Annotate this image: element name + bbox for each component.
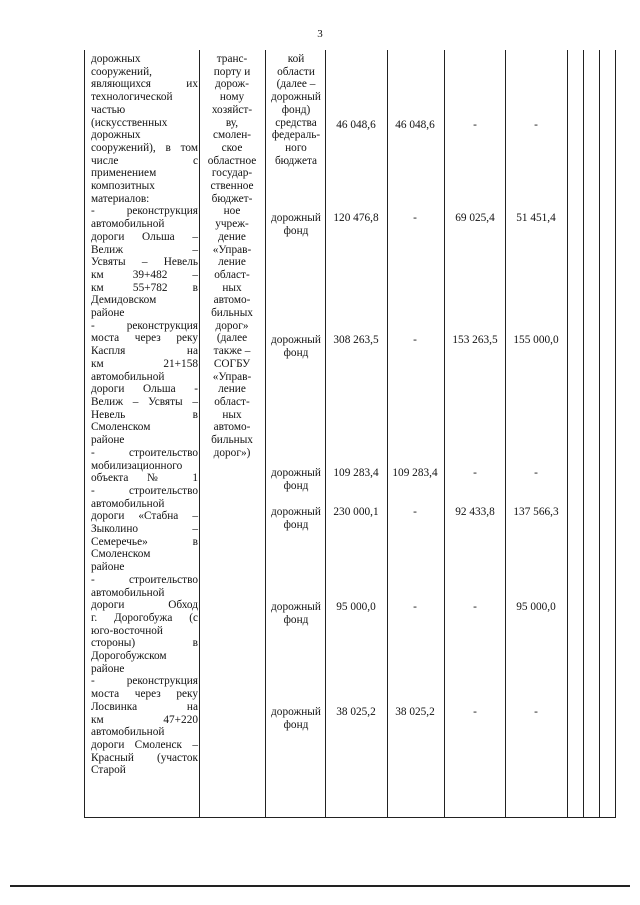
funding-line: федераль-	[271, 129, 321, 142]
executor-line: ское	[221, 141, 243, 154]
executor-line: (далее	[216, 332, 248, 345]
executor-line: дорож-	[215, 78, 249, 91]
row-year2: 153 263,5	[452, 334, 498, 346]
description-line: дороги Ольша -	[91, 383, 198, 396]
description-line: районе	[91, 307, 125, 320]
executor-line: областное	[207, 154, 257, 167]
description-line: Велиж – Усвяты –	[91, 395, 198, 408]
row-year2: -	[473, 119, 477, 131]
description-line: Старой	[91, 764, 126, 777]
executor-line: ление	[218, 383, 246, 396]
executor-line: бильных	[211, 307, 253, 320]
table-col-divider	[444, 50, 445, 818]
description-line: районе	[91, 662, 125, 675]
executor-line: «Управ-	[212, 243, 252, 256]
description-line: Усвяты – Невель	[91, 256, 198, 269]
description-line: районе	[91, 561, 125, 574]
row-year3: 137 566,3	[513, 506, 559, 518]
measure-description-column	[91, 53, 198, 777]
executor-line: автомо-	[213, 421, 251, 434]
description-line: дорожных	[91, 53, 141, 65]
description-line: Смоленском	[91, 421, 151, 434]
funding-line: дорожный	[271, 91, 321, 104]
description-line: районе	[91, 434, 125, 447]
executor-line: ных	[222, 281, 242, 294]
page-number: 3	[317, 28, 323, 40]
executor-line: дорог»	[215, 319, 249, 332]
row-year2: -	[473, 467, 477, 479]
description-line: моста через реку	[91, 332, 198, 345]
executor-line: бюджет-	[211, 192, 253, 205]
description-line: Семеречье» в	[91, 535, 198, 548]
row-year3: -	[534, 119, 538, 131]
description-line: применением	[91, 167, 157, 180]
executor-line: дорог»)	[213, 446, 251, 459]
funding-line: кой	[287, 53, 305, 65]
table-col-divider	[599, 50, 600, 818]
description-line: дороги Ольша –	[91, 230, 198, 243]
row-year3: -	[534, 467, 538, 479]
executor-line: ных	[222, 408, 242, 421]
executor-line: дение	[218, 230, 246, 243]
row-year3: 51 451,4	[516, 212, 556, 224]
description-line: Каспля на	[91, 345, 198, 358]
row-funding-source: дорожный фонд	[271, 601, 321, 626]
description-line: дороги Обход	[91, 599, 198, 612]
description-line: дороги «Стабна –	[91, 510, 198, 523]
row-year1: -	[413, 601, 417, 613]
description-line: Невель в	[91, 408, 198, 421]
description-line: юго-восточной	[91, 624, 163, 637]
description-line: км 55+782 в	[91, 281, 198, 294]
description-line: - реконструкция	[91, 675, 198, 688]
table-col-divider	[387, 50, 388, 818]
row-year3: 155 000,0	[513, 334, 559, 346]
description-line: автомобильной	[91, 497, 165, 510]
row-year1: -	[413, 334, 417, 346]
funding-line: области	[277, 65, 315, 78]
executor-line: порту и	[213, 65, 251, 78]
row-total: 38 025,2	[336, 706, 376, 718]
description-line: Красный (участок	[91, 751, 198, 764]
funding-line: фонд)	[281, 103, 311, 116]
description-line: мобилизационного	[91, 459, 183, 472]
row-total: 46 048,6	[336, 119, 376, 131]
row-total: 230 000,1	[333, 506, 379, 518]
funding-line: бюджета	[274, 154, 318, 167]
description-line: сооружений), в том	[91, 141, 198, 154]
description-line: числе с	[91, 154, 198, 167]
table-col-divider	[567, 50, 568, 818]
row-funding-source: дорожный фонд	[271, 506, 321, 531]
description-line: - строительство	[91, 484, 198, 497]
row-year3: 95 000,0	[516, 601, 556, 613]
description-line: Зыколино –	[91, 523, 198, 536]
executor-line: автомо-	[213, 294, 251, 307]
row-year1: 38 025,2	[395, 706, 435, 718]
description-line: автомобильной	[91, 726, 165, 739]
row-year1: -	[413, 506, 417, 518]
row-total: 109 283,4	[333, 467, 379, 479]
description-line: Велиж –	[91, 243, 198, 256]
description-line: являющихся их	[91, 78, 198, 91]
executor-line: ное	[223, 205, 241, 218]
table-bottom-border	[84, 817, 616, 818]
description-line: дороги Смоленск –	[91, 738, 198, 751]
row-year2: 92 433,8	[455, 506, 495, 518]
row-funding-source: дорожный фонд	[271, 706, 321, 731]
row-funding-source: дорожный фонд	[271, 467, 321, 492]
row-total: 308 263,5	[333, 334, 379, 346]
description-line: композитных	[91, 180, 155, 193]
row-year2: 69 025,4	[455, 212, 495, 224]
description-line: технологической	[91, 91, 173, 104]
row-year3: -	[534, 706, 538, 718]
executor-line: ву,	[225, 116, 239, 129]
funding-line: (далее –	[276, 78, 316, 91]
description-line: г. Дорогобужа (с	[91, 611, 198, 624]
description-line: Демидовском	[91, 294, 157, 307]
description-line: автомобильной	[91, 586, 165, 599]
row-funding-source: дорожный фонд	[271, 334, 321, 359]
table-border-right	[615, 50, 616, 818]
funding-line: средства	[275, 116, 317, 129]
description-line: сооружений,	[91, 65, 152, 78]
executor-line: ление	[218, 256, 246, 269]
row-year1: 46 048,6	[395, 119, 435, 131]
executor-line: бильных	[211, 434, 253, 447]
table-col-divider	[325, 50, 326, 818]
description-line: км 47+220	[91, 713, 198, 726]
executor-line: ному	[219, 91, 245, 104]
description-line: км 21+158	[91, 357, 198, 370]
executor-line: учреж-	[215, 218, 249, 231]
executor-column	[200, 53, 264, 460]
row-year2: -	[473, 601, 477, 613]
row-year2: -	[473, 706, 477, 718]
description-line: частью	[91, 103, 126, 116]
description-line: - реконструкция	[91, 319, 198, 332]
executor-line: област-	[214, 268, 250, 281]
executor-line: СОГБУ	[213, 357, 251, 370]
description-line: км 39+482 –	[91, 268, 198, 281]
description-line: моста через реку	[91, 688, 198, 701]
table-col-divider	[583, 50, 584, 818]
table-border-left	[84, 50, 85, 818]
description-line: Лосвинка на	[91, 700, 198, 713]
description-line: - реконструкция	[91, 205, 198, 218]
executor-line: также –	[213, 345, 251, 358]
description-line: автомобильной	[91, 370, 165, 383]
description-line: - строительство	[91, 573, 198, 586]
description-line: объекта № 1	[91, 472, 198, 485]
table-col-divider	[265, 50, 266, 818]
description-line: дорожных	[91, 129, 141, 142]
executor-line: транс-	[216, 53, 248, 65]
row-year1: 109 283,4	[392, 467, 438, 479]
description-line: материалов:	[91, 192, 150, 205]
table-col-divider	[505, 50, 506, 818]
row-total: 120 476,8	[333, 212, 379, 224]
description-line: Дорогобужском	[91, 650, 167, 663]
description-line: автомобильной	[91, 218, 165, 231]
description-line: - строительство	[91, 446, 198, 459]
executor-line: «Управ-	[212, 370, 252, 383]
executor-line: ственное	[210, 180, 254, 193]
row-total: 95 000,0	[336, 601, 376, 613]
description-line: (искусственных	[91, 116, 168, 129]
description-line: Смоленском	[91, 548, 151, 561]
description-line: стороны) в	[91, 637, 198, 650]
executor-line: област-	[214, 395, 250, 408]
page-bottom-rule	[10, 885, 630, 887]
executor-line: смолен-	[212, 129, 252, 142]
funding-line: ного	[285, 141, 307, 154]
row-funding-source: дорожный фонд	[271, 212, 321, 237]
executor-line: хозяйст-	[211, 103, 253, 116]
funding-source-column	[267, 53, 325, 167]
row-year1: -	[413, 212, 417, 224]
executor-line: государ-	[211, 167, 253, 180]
